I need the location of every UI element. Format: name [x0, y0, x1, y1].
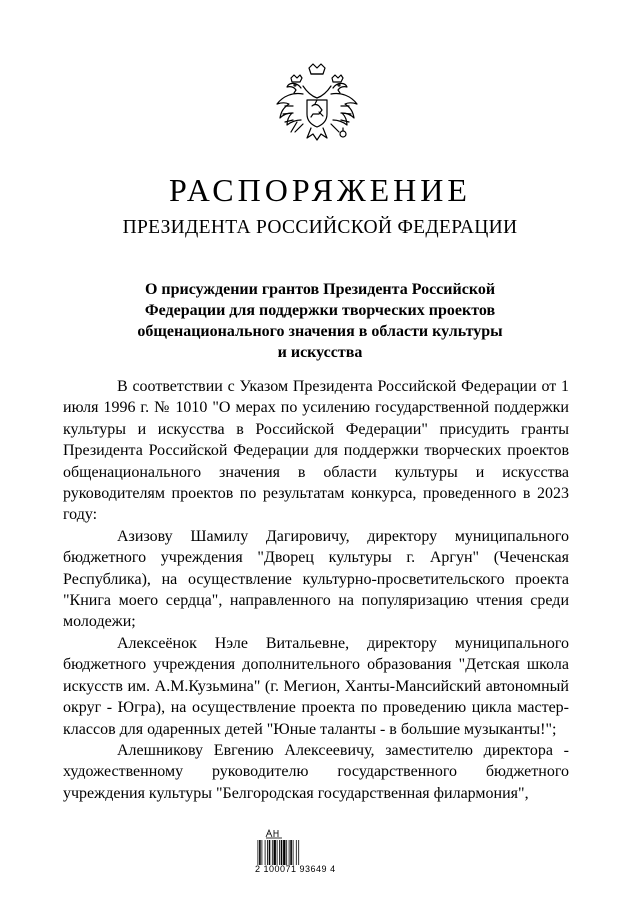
- body-paragraph: Алешникову Евгению Алексеевичу, заместителю директора - художественному руководителю государственного бюджетного учреждения культуры "Белгородская государственная филармония",: [63, 741, 569, 802]
- issuer-title: ПРЕЗИДЕНТА РОССИЙСКОЙ ФЕДЕРАЦИИ: [122, 217, 518, 238]
- subject-line: Федерации для поддержки творческих проектов: [144, 302, 496, 319]
- barcode-icon: [257, 840, 315, 865]
- document-type-title: РАСПОРЯЖЕНИЕ: [169, 172, 471, 208]
- barcode-mark-icon: [264, 827, 284, 839]
- body-paragraph: Алексеёнок Нэле Витальевне, директору муниципального бюджетного учреждения дополнительного образования "Детская школа искусств им. А.М.Кузьмина" (г. Мегион, Ханты-Мансийский автономный округ - Югра), на осуществление проекта по проведению цикла мастер-классов для одаренных детей "Юные таланты - в большие музыканты!";: [63, 634, 569, 738]
- subject-line: и искусства: [277, 344, 363, 361]
- body-paragraph: В соответствии с Указом Президента Российской Федерации от 1 июля 1996 г. № 1010 "О мерах по усилению государственной поддержки культуры и искусства в Российской Федерации" присудить гранты Президента Российской Федерации для поддержки творческих проектов общенационального значения в области культуры и искусства руководителям проектов по результатам конкурса, проведенного в 2023 году:: [63, 378, 569, 524]
- barcode-number: 2 100071 93649 4: [255, 864, 336, 874]
- document-subject: [120, 279, 520, 363]
- document-body: [63, 376, 569, 804]
- coat-of-arms-icon: [273, 62, 361, 150]
- subject-line: общенационального значения в области культуры: [137, 323, 503, 340]
- body-paragraph: Азизову Шамилу Дагировичу, директору муниципального бюджетного учреждения "Дворец культуры г. Аргун" (Чеченская Республика), на осуществление культурно-просветительского проекта "Книга моего сердца", направленного на популяризацию чтения среди молодежи;: [63, 527, 569, 631]
- subject-line: О присуждении грантов Президента Российской: [144, 281, 496, 298]
